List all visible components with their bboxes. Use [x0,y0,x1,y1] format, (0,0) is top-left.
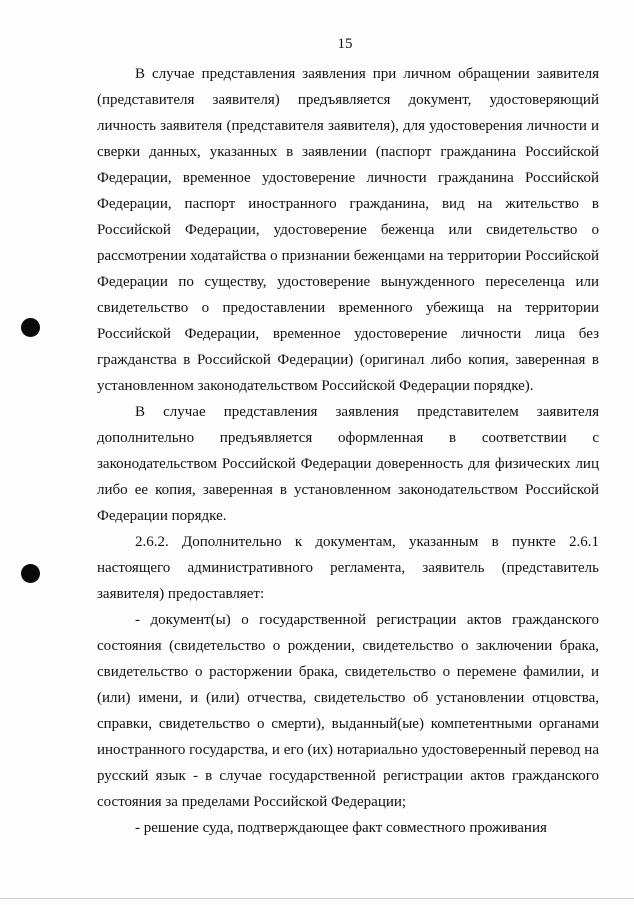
paragraph-court-decision: - решение суда, подтверждающее факт совместного проживания [135,820,547,836]
paragraph-identity-documents: В случае представления заявления при личном обращении заявителя (представителя заявителя) предъявляется документ, удостоверяющий личность заявителя (представителя заявителя), для удостоверения личности и сверки данных, указанных в заявлении (паспорт гражданина Российской Федерации, временное удостоверение личности гражданина Российской Федерации, паспорт иностранного гражданина, вид на жительство в Российской Федерации, удостоверение беженца или свидетельство о рассмотрении ходатайства о признании беженцами на территории Российской Федерации по существу, удостоверение вынужденного переселенца или свидетельство о предоставлении временного убежища на территории Российской Федерации, временное удостоверение личности лица без гражданства в Российской Федерации) (оригинал либо копия, заверенная в установленном законодательством Российской Федерации порядке). [97,66,599,394]
punch-hole-top [21,318,40,337]
page-number: 15 [337,36,353,52]
paragraph-civil-status-documents: - документ(ы) о государственной регистрации актов гражданского состояния (свидетельство о рождении, свидетельство о заключении брака, свидетельство о расторжении брака, свидетельство о перемене фамилии, и (или) имени, и (или) отчества, свидетельство об установлении отцовства, справки, свидетельство о смерти), выданный(ые) компетентными органами иностранного государства, и его (их) нотариально удостоверенный перевод на русский язык - в случае государственной регистрации актов гражданского состояния за пределами Российской Федерации; [97,612,599,810]
paragraph-2-6-2: 2.6.2. Дополнительно к документам, указанным в пункте 2.6.1 настоящего административного регламента, заявитель (представитель заявителя) предоставляет: [97,534,599,602]
paragraph-representative: В случае представления заявления представителем заявителя дополнительно предъявляется оформленная в соответствии с законодательством Российской Федерации доверенность для физических лиц либо ее копия, заверенная в установленном законодательством Российской Федерации порядке. [97,404,599,524]
scan-edge-line [0,898,634,899]
document-body [97,61,599,841]
punch-hole-bottom [21,564,40,583]
